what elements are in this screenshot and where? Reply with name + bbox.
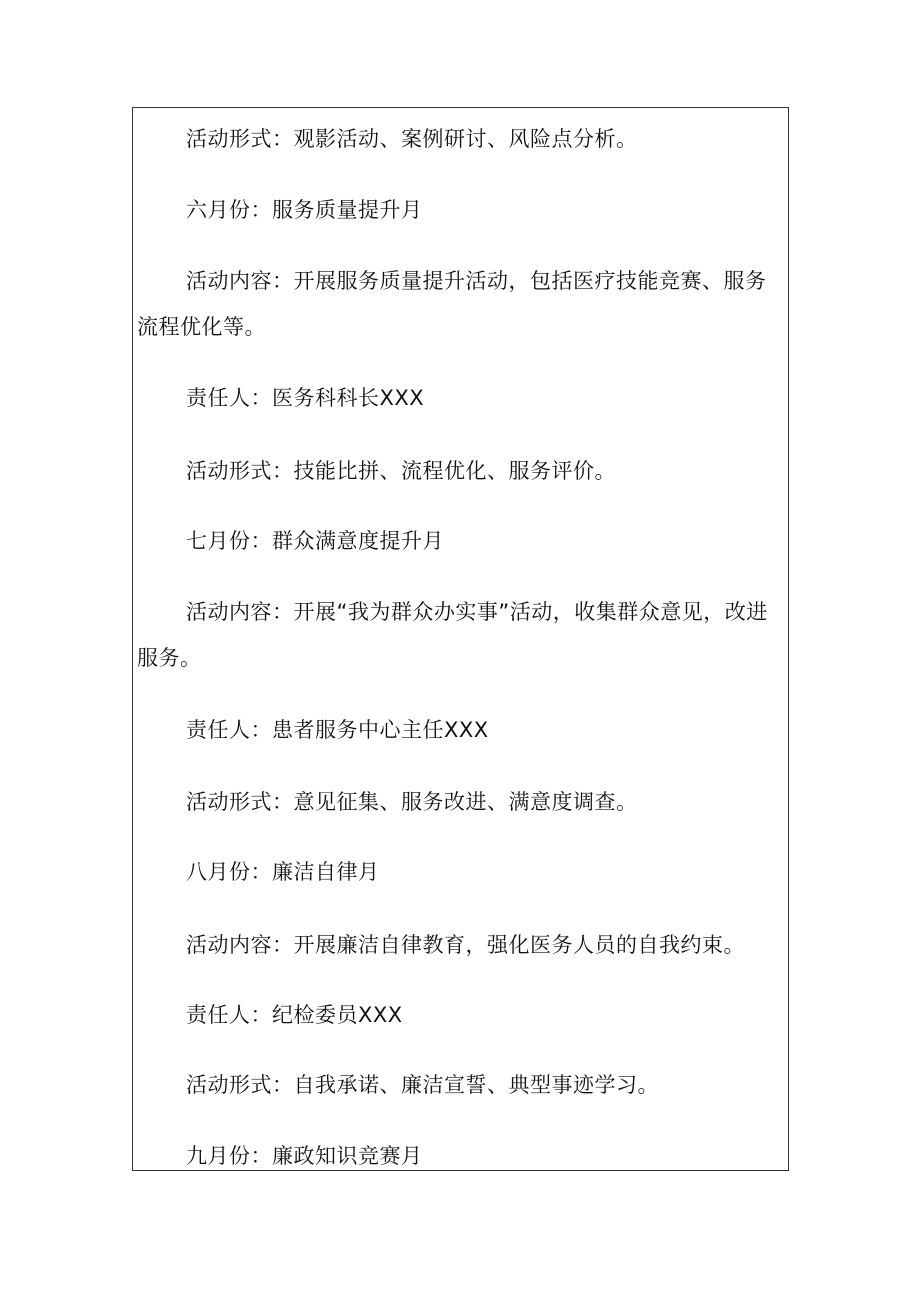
paragraph-june-heading: 六月份：服务质量提升月 — [186, 198, 423, 222]
paragraph-august-heading: 八月份：廉洁自律月 — [186, 860, 380, 884]
paragraph-august-activity-form: 活动形式：自我承诺、廉洁宣誓、典型事迹学习。 — [186, 1073, 659, 1097]
paragraph-june-responsible: 责任人：医务科科长XXX — [186, 386, 425, 410]
paragraph-september-heading: 九月份：廉政知识竞赛月 — [186, 1144, 423, 1168]
paragraph-august-content: 活动内容：开展廉洁自律教育，强化医务人员的自我约束。 — [186, 933, 745, 957]
paragraph-july-heading: 七月份：群众满意度提升月 — [186, 529, 444, 553]
paragraph-july-activity-form: 活动形式：意见征集、服务改进、满意度调查。 — [186, 790, 638, 814]
paragraph-july-content: 活动内容：开展“我为群众办实事”活动，收集群众意见，改进服务。 — [137, 600, 768, 670]
paragraph-june-content: 活动内容：开展服务质量提升活动，包括医疗技能竞赛、服务流程优化等。 — [137, 269, 767, 339]
paragraph-june-activity-form: 活动形式：技能比拼、流程优化、服务评价。 — [186, 459, 616, 483]
paragraph-activity-form-may: 活动形式：观影活动、案例研讨、风险点分析。 — [186, 127, 638, 151]
paragraph-july-responsible: 责任人：患者服务中心主任XXX — [186, 718, 489, 742]
paragraph-august-responsible: 责任人：纪检委员XXX — [186, 1003, 403, 1027]
